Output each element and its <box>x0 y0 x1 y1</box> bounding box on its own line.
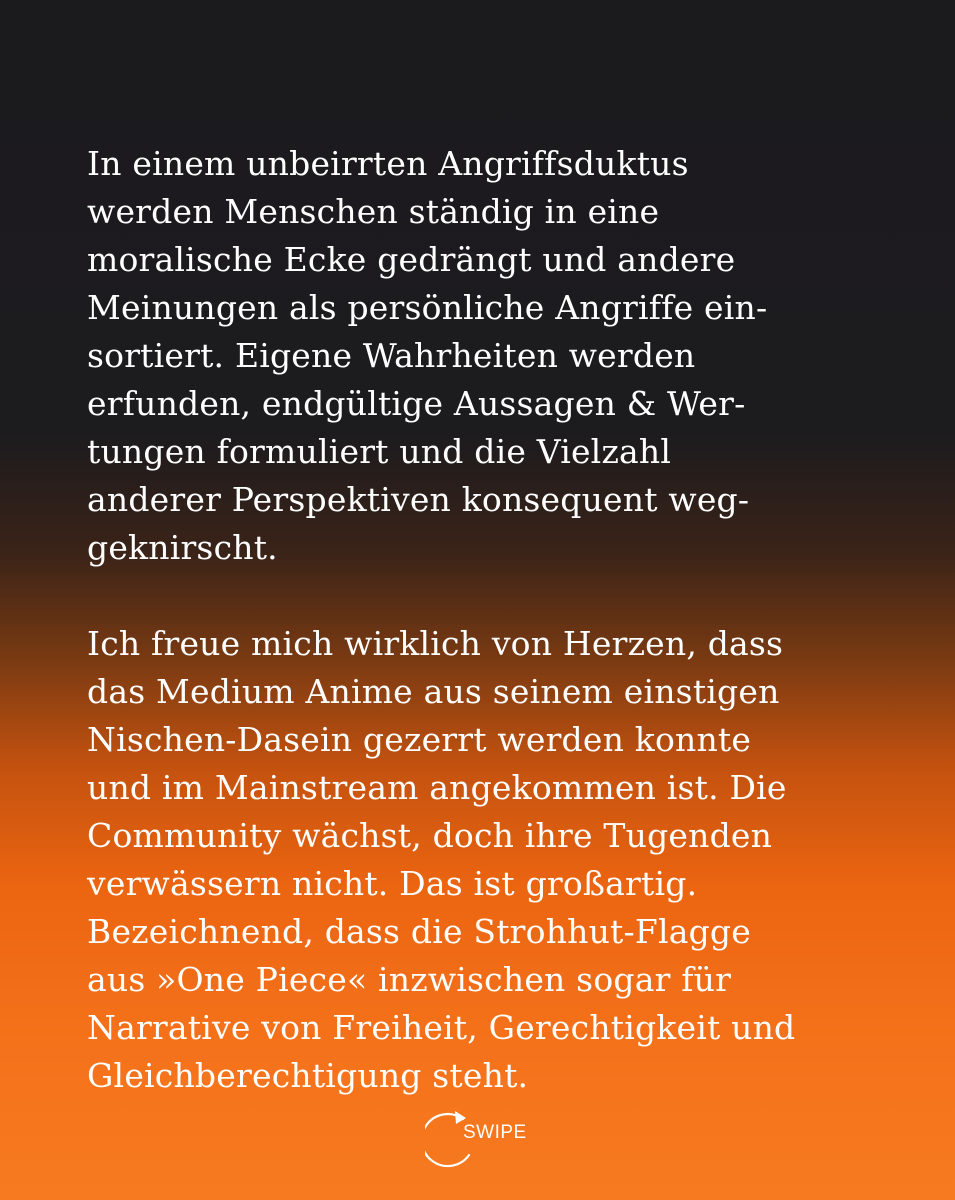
paragraph-line: aus »One Piece« inzwischen sogar für <box>87 960 732 999</box>
paragraph-line: Nischen-Dasein gezerrt werden konnte <box>87 720 752 759</box>
swipe-label: SWIPE <box>463 1122 527 1143</box>
paragraph-1 <box>87 140 887 572</box>
paragraph-2 <box>87 620 887 1100</box>
paragraph-line: Ich freue mich wirklich von Herzen, dass <box>87 624 784 663</box>
swipe-indicator[interactable] <box>425 1105 535 1171</box>
paragraph-line: sortiert. Eigene Wahrheiten werden <box>87 336 696 375</box>
paragraph-line: Gleichberechtigung steht. <box>87 1056 529 1095</box>
paragraph-line: geknirscht. <box>87 528 278 567</box>
text-content <box>87 140 887 1100</box>
paragraph-line: das Medium Anime aus seinem einstigen <box>87 672 780 711</box>
paragraph-line: Bezeichnend, dass die Strohhut-Flagge <box>87 912 751 951</box>
paragraph-spacer <box>87 572 887 620</box>
paragraph-line: tungen formuliert und die Vielzahl <box>87 432 672 471</box>
paragraph-line: erfunden, endgültige Aussagen & Wer- <box>87 384 746 423</box>
paragraph-line: Community wächst, doch ihre Tugenden <box>87 816 773 855</box>
paragraph-line: anderer Perspektiven konsequent weg- <box>87 480 750 519</box>
paragraph-line: In einem unbeirrten Angriffsduktus <box>87 144 689 183</box>
paragraph-line: moralische Ecke gedrängt und andere <box>87 240 736 279</box>
paragraph-line: und im Mainstream angekommen ist. Die <box>87 768 787 807</box>
paragraph-line: Narrative von Freiheit, Gerechtigkeit und <box>87 1008 796 1047</box>
paragraph-line: werden Menschen ständig in eine <box>87 192 660 231</box>
paragraph-line: verwässern nicht. Das ist großartig. <box>87 864 698 903</box>
paragraph-line: Meinungen als persönliche Angriffe ein- <box>87 288 768 327</box>
